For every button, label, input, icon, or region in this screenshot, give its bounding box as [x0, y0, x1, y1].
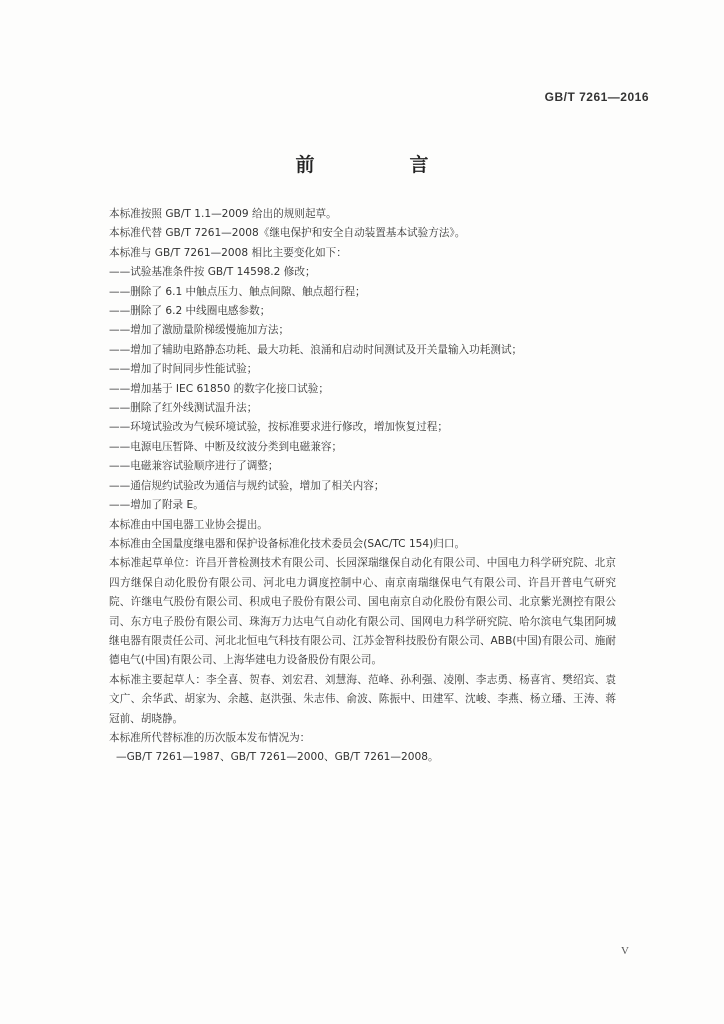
paragraph-drafting-units: 本标准起草单位：许昌开普检测技术有限公司、长园深瑞继保自动化有限公司、中国电力科学研究院、北京四方继保自动化股份有限公司、河北电力调度控制中心、南京南瑞继保电气有限公司、许昌开普电气研究院、许继电气股份有限公司、积成电子股份有限公司、国电南京自动化股份有限公司、北京紫光测控有限公司、东方电子股份有限公司、珠海万力达电气自动化有限公司、国网电力科学研究院、哈尔滨电气集团阿城继电器有限责任公司、河北北恒电气科技有限公司、江苏金智科技股份有限公司、ABB(中国)有限公司、施耐德电气(中国)有限公司、上海华建电力设备股份有限公司。 [109, 557, 616, 667]
paragraph-drafters: 本标准主要起草人：李全喜、贺春、刘宏君、刘慧海、范峰、孙利强、凌刚、李志勇、杨喜宵、樊绍宾、袁文广、余华武、胡家为、余越、赵洪强、朱志伟、俞波、陈振中、田建军、沈峻、李燕、杨立璠、王涛、蒋冠前、胡晓静。 [109, 673, 616, 725]
list-item: ——环境试验改为气候环境试验，按标准要求进行修改，增加恢复过程； [109, 421, 448, 434]
page-number: V [621, 945, 629, 957]
list-item: ——增加了辅助电路静态功耗、最大功耗、浪涌和启动时间测试及开关量输入功耗测试； [109, 343, 523, 356]
list-item: ——增加基于 IEC 61850 的数字化接口试验； [109, 382, 329, 395]
list-item: ——电磁兼容试验顺序进行了调整； [109, 460, 279, 473]
list-item: ——增加了激励量阶梯缓慢施加方法； [109, 324, 290, 337]
paragraph-replaces: 本标准代替 GB/T 7261—2008《继电保护和安全自动装置基本试验方法》。 [109, 227, 466, 240]
changes-list [88, 263, 616, 515]
list-item: ——电源电压暂降、中断及纹波分类到电磁兼容； [109, 440, 343, 453]
standard-code: GB/T 7261—2016 [544, 90, 649, 104]
page-title: 前 言 [295, 154, 467, 176]
list-item: ——删除了红外线测试温升法； [109, 402, 258, 415]
foreword-body [88, 205, 616, 768]
list-item: ——试验基准条件按 GB/T 14598.2 修改； [109, 266, 316, 279]
history-list: —GB/T 7261—1987、GB/T 7261—2000、GB/T 7261—2008。 [116, 751, 439, 764]
list-item: ——通信规约试验改为通信与规约试验，增加了相关内容； [109, 479, 385, 492]
paragraph-proposer: 本标准由中国电器工业协会提出。 [109, 518, 268, 531]
paragraph-changes-intro: 本标准与 GB/T 7261—2008 相比主要变化如下： [109, 246, 347, 259]
list-item: ——删除了 6.1 中触点压力、触点间隙、触点超行程； [109, 285, 366, 298]
list-item: ——增加了附录 E。 [109, 499, 204, 512]
paragraph-committee: 本标准由全国量度继电器和保护设备标准化技术委员会(SAC/TC 154)归口。 [109, 537, 466, 550]
paragraph-history-intro: 本标准所代替标准的历次版本发布情况为： [109, 731, 311, 744]
list-item: ——删除了 6.2 中线圈电感参数； [109, 305, 271, 318]
paragraph-drafting-rules: 本标准按照 GB/T 1.1—2009 给出的规则起草。 [109, 208, 337, 220]
list-item: ——增加了时间同步性能试验； [109, 363, 258, 376]
